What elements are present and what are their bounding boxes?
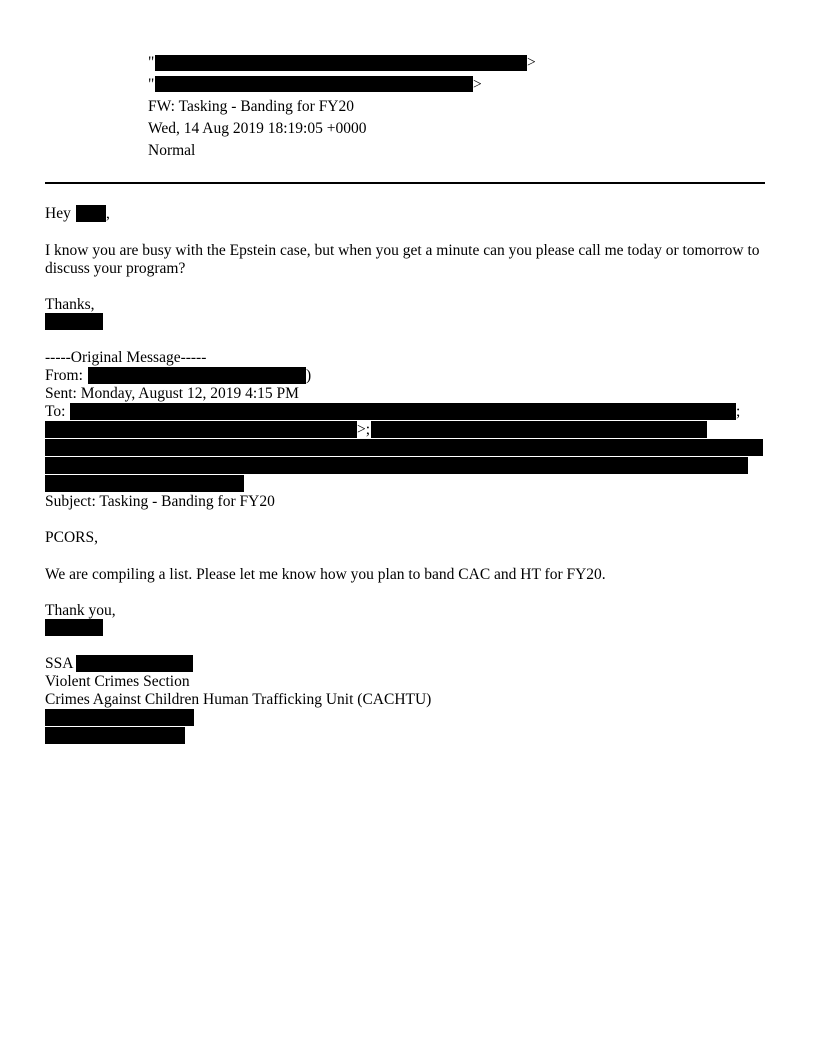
orig-message: We are compiling a list. Please let me know how you plan to band CAC and HT for FY20. — [45, 566, 606, 583]
date-value: Wed, 14 Aug 2019 18:19:05 +0000 — [148, 120, 367, 137]
redaction-orig-to-5 — [45, 457, 748, 474]
redaction-to-address — [155, 76, 473, 92]
orig-to-mid: >; — [357, 421, 371, 438]
from-tail: > — [527, 54, 536, 71]
greeting-comma: , — [106, 205, 110, 222]
orig-to-label: To: — [45, 403, 66, 420]
redaction-ssa-name — [76, 655, 193, 672]
orig-to-semicolon: ; — [736, 403, 741, 420]
redaction-recipient-name — [76, 205, 106, 222]
greeting-text: Hey — [45, 205, 71, 222]
orig-from-tail: ) — [306, 367, 312, 384]
importance-value: Normal — [148, 142, 196, 159]
original-message-separator: -----Original Message----- — [45, 349, 207, 366]
redaction-orig-signature — [45, 619, 103, 636]
to-tail: > — [473, 76, 482, 93]
orig-from-label: From: — [45, 367, 83, 384]
orig-unit: Crimes Against Children Human Trafficking Unit (CACHTU) — [45, 691, 432, 708]
redaction-orig-from — [88, 367, 306, 384]
orig-thank-you: Thank you, — [45, 602, 116, 619]
orig-ssa-label: SSA — [45, 655, 74, 672]
orig-salutation: PCORS, — [45, 529, 98, 546]
redaction-orig-to-2 — [45, 421, 357, 438]
redaction-contact-1 — [45, 709, 194, 726]
redaction-orig-to-6 — [45, 475, 244, 492]
to-quote: " — [148, 76, 155, 93]
orig-subject: Subject: Tasking - Banding for FY20 — [45, 493, 275, 510]
redaction-orig-to-1 — [70, 403, 736, 420]
from-quote: " — [148, 54, 155, 71]
redaction-contact-2 — [45, 727, 185, 744]
body-message: I know you are busy with the Epstein case, but when you get a minute can you please call me today or tomorrow to discuss your program? — [45, 242, 760, 277]
thanks-text: Thanks, — [45, 296, 95, 313]
redaction-signature — [45, 313, 103, 330]
redaction-from-address — [155, 55, 527, 71]
orig-sent: Sent: Monday, August 12, 2019 4:15 PM — [45, 385, 299, 402]
redaction-orig-to-3 — [371, 421, 707, 438]
header-divider — [45, 182, 765, 184]
orig-section: Violent Crimes Section — [45, 673, 190, 690]
subject-value: FW: Tasking - Banding for FY20 — [148, 98, 355, 115]
redaction-orig-to-4 — [45, 439, 763, 456]
